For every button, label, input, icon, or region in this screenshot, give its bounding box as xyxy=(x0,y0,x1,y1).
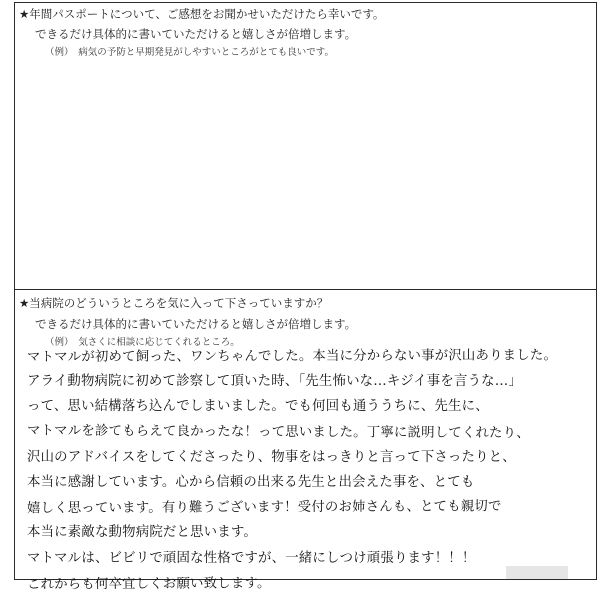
question-example: （例） 病気の予防と早期発見がしやすいところがとても良いです。 xyxy=(45,47,334,58)
question-subtitle: できるだけ具体的に書いていただけると嬉しさが倍増します。 xyxy=(35,317,357,331)
hospital-likes-question xyxy=(15,290,596,593)
scan-smudge xyxy=(506,566,568,579)
answer-area-blank xyxy=(15,63,596,289)
handwritten-line: 本当に素敵な動物病院だと思います。 xyxy=(27,525,257,541)
handwritten-line: マトマルが初めて飼った、ワンちゃんでした。本当に分からない事が沢山ありました。 xyxy=(26,348,558,365)
annual-passport-question xyxy=(15,3,596,290)
survey-form xyxy=(14,2,597,593)
question-subtitle: できるだけ具体的に書いていただけると嬉しさが倍増します。 xyxy=(35,27,357,41)
handwritten-answer xyxy=(27,344,595,596)
handwritten-line: マトマルを診てもらえて良かったな！って思いました。丁寧に説明してくれたり、 xyxy=(26,423,530,441)
handwritten-line: 嬉しく思っています。有り難うございます！受付のお姉さんも、とても親切で xyxy=(26,499,502,517)
handwritten-line: って、思い結構落ち込んでしまいました。でも何回も通ううちに、先生に、 xyxy=(27,399,489,415)
handwritten-line: アライ動物病院に初めて診察して頂いた時、「先生怖いな…キジイ事を言うな…」 xyxy=(27,374,522,390)
question-title: ★当病院のどういうところを気に入って下さっていますか？ xyxy=(19,296,329,310)
handwritten-line: マトマルは、ビビリで頑固な性格ですが、一緒にしつけ頑張ります！！！ xyxy=(27,550,476,566)
handwritten-line: 沢山のアドバイスをしてくださったり、物事をはっきりと言って下さったりと、 xyxy=(27,449,516,465)
question-title: ★年間パスポートについて、ご感想をお聞かせいただけたら幸いです。 xyxy=(19,7,385,21)
handwritten-line: 本当に感謝しています。心から信頼の出来る先生と出会えた事を、とても xyxy=(27,474,475,490)
handwritten-line: これからも何卒宜しくお願い致します。 xyxy=(26,575,271,593)
question-example: （例） 気さくに相談に応じてくれるところ。 xyxy=(45,337,240,348)
